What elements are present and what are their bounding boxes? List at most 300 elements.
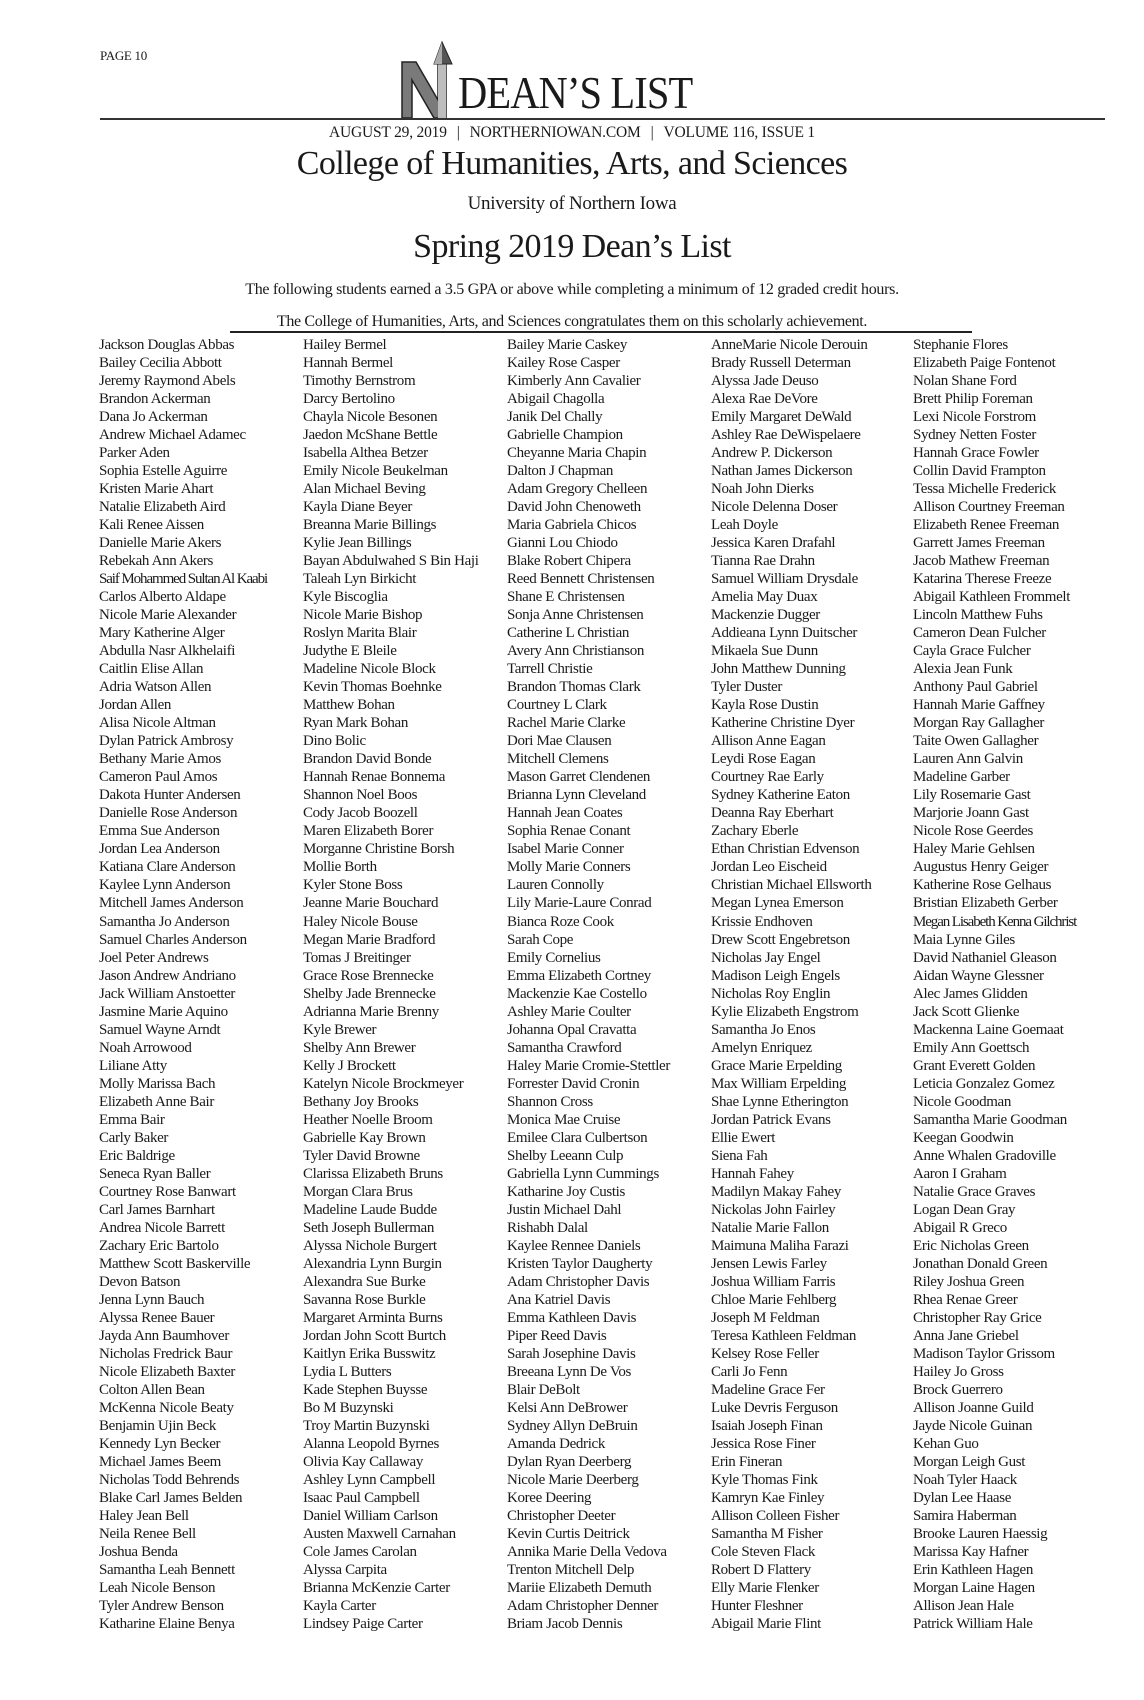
student-name: Ryan Mark Bohan [303, 715, 408, 732]
student-name: Katharine Joy Custis [507, 1183, 625, 1200]
student-name: Shannon Noel Boos [303, 787, 418, 804]
student-name: Adam Christopher Denner [507, 1598, 659, 1615]
student-name: Christopher Deeter [507, 1508, 616, 1525]
student-name: Savanna Rose Burkle [303, 1291, 426, 1308]
student-name: Emma Sue Anderson [99, 823, 220, 840]
student-name: Bianca Roze Cook [507, 913, 614, 930]
student-name: Nicole Elizabeth Baxter [99, 1363, 236, 1380]
student-name: Emily Ann Goettsch [913, 1039, 1030, 1056]
student-name: Gianni Lou Chiodo [507, 535, 618, 552]
student-name: Noah Tyler Haack [913, 1471, 1017, 1488]
separator: | [456, 124, 460, 141]
student-name: Mitchell Clemens [507, 751, 609, 768]
volume-issue: VOLUME 116, ISSUE 1 [663, 124, 815, 141]
student-name: Jordan Patrick Evans [711, 1111, 831, 1128]
student-name: Kyler Stone Boss [303, 877, 403, 894]
student-name: Jordan Leo Eischeid [711, 859, 827, 876]
student-name: Samantha M Fisher [711, 1526, 823, 1543]
student-name: Lindsey Paige Carter [303, 1616, 423, 1633]
student-name: Amanda Dedrick [507, 1435, 605, 1452]
student-name: Tyler Andrew Benson [99, 1598, 224, 1615]
student-name: Catherine L Christian [507, 625, 630, 642]
student-name: Mackenna Laine Goemaat [913, 1021, 1064, 1038]
student-name: Hannah Grace Fowler [913, 445, 1039, 462]
student-name: Madeline Laude Budde [303, 1201, 437, 1218]
student-name: Bayan Abdulwahed S Bin Haji [303, 553, 479, 570]
student-name: Nicholas Todd Behrends [99, 1471, 240, 1488]
student-name: Rachel Marie Clarke [507, 715, 626, 732]
college-heading: College of Humanities, Arts, and Sciences [296, 145, 848, 182]
student-name: Katherine Rose Gelhaus [913, 877, 1052, 894]
name-column-1 [99, 336, 309, 1633]
student-name: Tomas J Breitinger [303, 949, 411, 966]
student-name: Mollie Borth [303, 859, 377, 876]
student-name: Hailey Bermel [303, 337, 387, 353]
student-name: Krissie Endhoven [711, 913, 813, 930]
student-name: Benjamin Ujin Beck [99, 1417, 217, 1434]
student-name: Hailey Jo Gross [913, 1363, 1004, 1380]
student-name: Nicole Delenna Doser [711, 499, 838, 516]
name-column-4 [711, 336, 921, 1633]
student-name: Morganne Christine Borsh [303, 841, 455, 858]
student-name: Kyle Biscoglia [303, 589, 388, 606]
student-name: Tianna Rae Drahn [711, 553, 815, 570]
student-name: Judythe E Bleile [303, 643, 397, 660]
student-name: Jaedon McShane Bettle [303, 427, 438, 444]
student-name: Kaitlyn Erika Busswitz [303, 1345, 436, 1362]
student-name: Samantha Marie Goodman [913, 1111, 1067, 1128]
student-name: Kayla Rose Dustin [711, 697, 819, 714]
student-name: Hannah Marie Gaffney [913, 697, 1045, 714]
student-name: Elizabeth Renee Freeman [913, 517, 1060, 534]
student-name: Sydney Netten Foster [913, 427, 1036, 444]
student-name: Shane E Christensen [507, 589, 625, 606]
student-name: Tyler David Browne [303, 1147, 420, 1164]
student-name: Chloe Marie Fehlberg [711, 1291, 837, 1308]
student-name: Nicole Marie Bishop [303, 607, 423, 624]
student-name: Zachary Eric Bartolo [99, 1237, 219, 1254]
student-name: Hannah Bermel [303, 355, 393, 372]
student-name: Erin Fineran [711, 1453, 783, 1470]
student-name: Cole James Carolan [303, 1544, 417, 1561]
student-name: Emily Margaret DeWald [711, 409, 852, 426]
student-name: Grant Everett Golden [913, 1057, 1036, 1074]
student-name: Saif Mohammed Sultan Al Kaabi [99, 571, 268, 588]
student-name: Jasmine Marie Aquino [99, 1003, 228, 1020]
student-name: Alyssa Renee Bauer [99, 1309, 215, 1326]
student-name: Joel Peter Andrews [99, 949, 209, 966]
student-name: Kimberly Ann Cavalier [507, 373, 641, 390]
student-name: Logan Dean Gray [913, 1201, 1016, 1218]
student-name: Courtney L Clark [507, 697, 607, 714]
student-name: Abigail Marie Flint [711, 1616, 822, 1633]
student-name: Madison Taylor Grissom [913, 1345, 1055, 1362]
student-name: Emily Nicole Beukelman [303, 463, 448, 480]
student-name: Mariie Elizabeth Demuth [507, 1580, 652, 1597]
student-name: Amelia May Duax [711, 589, 818, 606]
student-name: Katelyn Nicole Brockmeyer [303, 1075, 464, 1092]
student-name: Robert D Flattery [711, 1562, 811, 1579]
student-name: Joseph M Feldman [711, 1309, 820, 1326]
student-name: Amelyn Enriquez [711, 1039, 812, 1056]
issue-date: AUGUST 29, 2019 [329, 124, 447, 141]
student-name: Lily Rosemarie Gast [913, 787, 1031, 804]
student-name: Emily Cornelius [507, 949, 601, 966]
student-name: Katiana Clare Anderson [99, 859, 236, 876]
student-name: Samuel Charles Anderson [99, 931, 247, 948]
student-name: Nolan Shane Ford [913, 373, 1017, 390]
student-name: Nicholas Fredrick Baur [99, 1345, 233, 1362]
student-name: Troy Martin Buzynski [303, 1417, 430, 1434]
university-subheading: University of Northern Iowa [467, 193, 677, 214]
student-name: Emma Kathleen Davis [507, 1309, 637, 1326]
student-name: Anthony Paul Gabriel [913, 679, 1038, 696]
student-name: Taite Owen Gallagher [913, 733, 1039, 750]
student-name: Clarissa Elizabeth Bruns [303, 1165, 443, 1182]
student-name: Lydia L Butters [303, 1363, 392, 1380]
student-name: Noah John Dierks [711, 481, 814, 498]
student-name: Monica Mae Cruise [507, 1111, 621, 1128]
student-name: Janik Del Chally [507, 409, 603, 426]
student-name: Haley Marie Gehlsen [913, 841, 1035, 858]
student-name: Kayla Carter [303, 1598, 376, 1615]
student-name: Alexia Jean Funk [913, 661, 1013, 678]
northern-iowan-logo-icon [398, 40, 458, 120]
student-name: Tarrell Christie [507, 661, 593, 678]
student-name: Andrea Nicole Barrett [99, 1219, 225, 1236]
student-name: Blake Carl James Belden [99, 1490, 243, 1506]
student-name: Haley Jean Bell [99, 1508, 189, 1525]
student-name: Blair DeBolt [507, 1381, 580, 1398]
student-name: Madeline Garber [913, 769, 1010, 786]
student-name: Taleah Lyn Birkicht [303, 571, 417, 588]
student-name: Jonathan Donald Green [913, 1255, 1048, 1272]
student-name: Tyler Duster [711, 679, 782, 696]
student-name: Sonja Anne Christensen [507, 607, 644, 624]
student-name: Siena Fah [711, 1147, 768, 1164]
student-name: Jordan Lea Anderson [99, 841, 220, 858]
student-name: Brooke Lauren Haessig [913, 1526, 1048, 1543]
student-name: Alyssa Carpita [303, 1562, 387, 1579]
student-name: Christopher Ray Grice [913, 1309, 1042, 1326]
student-name: Isaiah Joseph Finan [711, 1417, 823, 1434]
student-name: Margaret Arminta Burns [303, 1309, 443, 1326]
student-name: Stephanie Flores [913, 337, 1008, 353]
student-name: Katarina Therese Freeze [913, 571, 1052, 588]
student-name: Lexi Nicole Forstrom [913, 409, 1036, 426]
student-name: Courtney Rae Early [711, 769, 824, 786]
student-name: Leticia Gonzalez Gomez [913, 1075, 1055, 1092]
student-name: Carl James Barnhart [99, 1201, 215, 1218]
student-name: Timothy Bernstrom [303, 373, 416, 390]
student-name: Sydney Katherine Eaton [711, 787, 850, 804]
student-name: Kevin Thomas Boehnke [303, 679, 442, 696]
student-name: Alyssa Jade Deuso [711, 373, 819, 390]
student-name: Devon Batson [99, 1273, 181, 1290]
student-name: Jayde Nicole Guinan [913, 1417, 1033, 1434]
student-name: Annika Marie Della Vedova [507, 1544, 667, 1561]
student-name: Mikaela Sue Dunn [711, 643, 818, 660]
separator: | [650, 124, 654, 141]
intro-text: The following students earned a 3.5 GPA or above while completing a minimum of 12 graded credit hours. [245, 281, 899, 298]
student-name: Drew Scott Engebretson [711, 931, 850, 948]
student-name: Dakota Hunter Andersen [99, 787, 241, 804]
student-name: Rishabh Dalal [507, 1219, 588, 1236]
student-name: Gabriella Lynn Cummings [507, 1165, 659, 1182]
student-name: Darcy Bertolino [303, 391, 395, 408]
student-name: Eric Baldrige [99, 1147, 175, 1164]
student-name: Brianna Lynn Cleveland [507, 787, 646, 804]
student-name: Lily Marie-Laure Conrad [507, 895, 652, 912]
student-name: Shae Lynne Etherington [711, 1093, 849, 1110]
student-name: Elizabeth Anne Bair [99, 1093, 214, 1110]
student-name: McKenna Nicole Beaty [99, 1399, 234, 1416]
student-name: Emma Elizabeth Cortney [507, 967, 651, 984]
student-name: Adam Christopher Davis [507, 1273, 650, 1290]
congrats-text: The College of Humanities, Arts, and Sciences congratulates them on this scholarly achievement. [276, 313, 868, 330]
student-name: Parker Aden [99, 445, 170, 462]
student-name: Jacob Mathew Freeman [913, 553, 1050, 570]
student-name: Alexa Rae DeVore [711, 391, 818, 408]
student-name: Jeremy Raymond Abels [99, 373, 236, 390]
student-name: Joshua Benda [99, 1544, 178, 1561]
student-name: Piper Reed Davis [507, 1327, 607, 1344]
student-name: Brady Russell Determan [711, 355, 851, 372]
student-name: Elly Marie Flenker [711, 1580, 819, 1597]
student-name: Kyle Thomas Fink [711, 1471, 818, 1488]
student-name: Jessica Rose Finer [711, 1435, 816, 1452]
student-name: Kristen Taylor Daugherty [507, 1255, 653, 1272]
student-name: Natalie Elizabeth Aird [99, 499, 226, 516]
student-name: Kaylee Rennee Daniels [507, 1237, 641, 1254]
student-name: Dylan Lee Haase [913, 1490, 1012, 1506]
student-name: Adrianna Marie Brenny [303, 1003, 439, 1020]
student-name: Sarah Josephine Davis [507, 1345, 636, 1362]
student-name: Haley Marie Cromie-Stettler [507, 1057, 670, 1074]
student-name: Andrew Michael Adamec [99, 427, 246, 444]
student-name: Dana Jo Ackerman [99, 409, 208, 426]
student-name: Shelby Leeann Culp [507, 1147, 624, 1164]
student-name: Mackenzie Dugger [711, 607, 820, 624]
student-name: Trenton Mitchell Delp [507, 1562, 635, 1579]
student-name: Mary Katherine Alger [99, 625, 225, 642]
student-name: Zachary Eberle [711, 823, 799, 840]
student-name: Nicole Rose Geerdes [913, 823, 1033, 840]
student-name: Kelly J Brockett [303, 1057, 396, 1074]
student-name: Brandon David Bonde [303, 751, 432, 768]
student-name: Andrew P. Dickerson [711, 445, 833, 462]
student-name: Jackson Douglas Abbas [99, 337, 235, 353]
student-name: Bailey Marie Caskey [507, 337, 627, 353]
student-name: Eric Nicholas Green [913, 1237, 1029, 1254]
student-name: Hannah Fahey [711, 1165, 794, 1182]
student-name: Leah Doyle [711, 517, 778, 534]
student-name: Jack William Anstoetter [99, 985, 236, 1002]
student-name: Molly Marie Conners [507, 859, 631, 876]
student-name: Katherine Christine Dyer [711, 715, 855, 732]
student-name: Sarah Cope [507, 931, 574, 948]
student-name: Abdulla Nasr Alkhelaifi [99, 643, 236, 660]
student-name: Heather Noelle Broom [303, 1111, 433, 1128]
student-name: Bailey Cecilia Abbott [99, 355, 222, 372]
student-name: AnneMarie Nicole Derouin [711, 337, 868, 353]
student-name: Samira Haberman [913, 1508, 1017, 1525]
student-name: Alexandra Sue Burke [303, 1273, 426, 1290]
student-name: Deanna Ray Eberhart [711, 805, 834, 822]
student-name: Allison Courtney Freeman [913, 499, 1065, 516]
student-name: Hunter Fleshner [711, 1598, 803, 1615]
student-name: Morgan Leigh Gust [913, 1453, 1026, 1470]
student-name: Olivia Kay Callaway [303, 1453, 423, 1470]
student-name: Liliane Atty [99, 1057, 167, 1074]
student-name: Erin Kathleen Hagen [913, 1562, 1033, 1579]
masthead-rule [100, 118, 1105, 120]
student-name: Kristen Marie Ahart [99, 481, 214, 498]
student-name: Morgan Clara Brus [303, 1183, 413, 1200]
student-name: Nicole Marie Deerberg [507, 1471, 639, 1488]
student-name: Addieana Lynn Duitscher [711, 625, 858, 642]
student-name: Abigail Chagolla [507, 391, 605, 408]
student-name: Aaron I Graham [913, 1165, 1007, 1182]
student-name: Natalie Grace Graves [913, 1183, 1036, 1200]
student-name: Alec James Glidden [913, 985, 1028, 1002]
student-name: Samantha Leah Bennett [99, 1562, 235, 1579]
student-name: Kevin Curtis Deitrick [507, 1526, 630, 1543]
student-name: Neila Renee Bell [99, 1526, 196, 1543]
student-name: Luke Devris Ferguson [711, 1399, 838, 1416]
student-name: Brandon Ackerman [99, 391, 211, 408]
student-name: Max William Erpelding [711, 1075, 847, 1092]
student-name: Michael James Beem [99, 1453, 221, 1470]
student-name: Isabel Marie Conner [507, 841, 624, 858]
student-name: Cole Steven Flack [711, 1544, 816, 1561]
student-name: Maria Gabriela Chicos [507, 517, 637, 534]
student-name: Leydi Rose Eagan [711, 751, 816, 768]
student-name: Sydney Allyn DeBruin [507, 1417, 638, 1434]
student-name: Madison Leigh Engels [711, 967, 840, 984]
student-name: Isabella Althea Betzer [303, 445, 428, 462]
student-name: Briam Jacob Dennis [507, 1616, 623, 1633]
student-name: Colton Allen Bean [99, 1381, 205, 1398]
student-name: Kayla Diane Beyer [303, 499, 412, 516]
student-name: Alanna Leopold Byrnes [303, 1435, 439, 1452]
student-name: Seneca Ryan Baller [99, 1165, 211, 1182]
website-link: NORTHERNIOWAN.COM [469, 124, 641, 141]
student-name: Brianna McKenzie Carter [303, 1580, 450, 1597]
student-name: Nicole Goodman [913, 1093, 1011, 1110]
student-name: Carly Baker [99, 1129, 169, 1146]
student-name: Alan Michael Beving [303, 481, 426, 498]
student-name: Kehan Guo [913, 1435, 979, 1452]
student-name: Caitlin Elise Allan [99, 661, 204, 678]
student-name: Maren Elizabeth Borer [303, 823, 434, 840]
student-name: Emilee Clara Culbertson [507, 1129, 648, 1146]
student-name: Gabrielle Champion [507, 427, 623, 444]
student-name: Courtney Rose Banwart [99, 1183, 236, 1200]
student-name: Morgan Ray Gallagher [913, 715, 1045, 732]
student-name: Maia Lynne Giles [913, 931, 1015, 948]
student-name: Madeline Grace Fer [711, 1381, 825, 1398]
student-name: Emma Bair [99, 1111, 165, 1128]
student-name: Ana Katriel Davis [507, 1291, 611, 1308]
student-name: Dori Mae Clausen [507, 733, 612, 750]
student-name: Teresa Kathleen Feldman [711, 1327, 857, 1344]
student-name: Matthew Bohan [303, 697, 395, 714]
student-name: Forrester David Cronin [507, 1075, 640, 1092]
student-name: Samuel Wayne Arndt [99, 1021, 221, 1038]
student-name: Kailey Rose Casper [507, 355, 620, 372]
student-name: Allison Joanne Guild [913, 1399, 1034, 1416]
student-name: Katharine Elaine Benya [99, 1616, 235, 1633]
student-name: Cameron Paul Amos [99, 769, 218, 786]
student-name: Samuel William Drysdale [711, 571, 858, 588]
student-name: Nicholas Jay Engel [711, 949, 821, 966]
student-name: Roslyn Marita Blair [303, 625, 417, 642]
student-name: Adam Gregory Chelleen [507, 481, 648, 498]
student-name: Nicholas Roy Englin [711, 985, 831, 1002]
student-name: Jordan John Scott Burtch [303, 1327, 446, 1344]
student-name: Megan Marie Bradford [303, 931, 436, 948]
student-name: Allison Anne Eagan [711, 733, 826, 750]
student-name: Breanna Marie Billings [303, 517, 437, 534]
name-column-5 [913, 336, 1123, 1633]
student-name: Keegan Goodwin [913, 1129, 1014, 1146]
student-name: Nathan James Dickerson [711, 463, 853, 480]
student-name: Alexandria Lynn Burgin [303, 1255, 442, 1272]
student-name: Bethany Joy Brooks [303, 1093, 419, 1110]
student-name: Jensen Lewis Farley [711, 1255, 827, 1272]
student-name: Kaylee Lynn Anderson [99, 877, 231, 894]
student-name: Bethany Marie Amos [99, 751, 222, 768]
student-name: Ashley Marie Coulter [507, 1003, 631, 1020]
list-title: Spring 2019 Dean’s List [413, 228, 731, 265]
student-name: Danielle Marie Akers [99, 535, 222, 552]
student-name: Brock Guerrero [913, 1381, 1003, 1398]
student-name: Shannon Cross [507, 1093, 593, 1110]
student-name: Natalie Marie Fallon [711, 1219, 829, 1236]
student-name: Allison Colleen Fisher [711, 1508, 840, 1525]
student-name: Leah Nicole Benson [99, 1580, 216, 1597]
student-name: John Matthew Dunning [711, 661, 846, 678]
student-name: Ashley Lynn Campbell [303, 1471, 436, 1488]
student-name: Carli Jo Fenn [711, 1363, 788, 1380]
student-name: Cheyanne Maria Chapin [507, 445, 647, 462]
student-name: Johanna Opal Cravatta [507, 1021, 637, 1038]
student-name: Jack Scott Glienke [913, 1003, 1020, 1020]
student-name: David Nathaniel Gleason [913, 949, 1057, 966]
dateline [0, 124, 1144, 142]
student-name: Shelby Ann Brewer [303, 1039, 416, 1056]
student-name: Joshua William Farris [711, 1273, 836, 1290]
student-name: Kali Renee Aissen [99, 517, 204, 534]
student-name: Dino Bolic [303, 733, 366, 750]
student-name: Allison Jean Hale [913, 1598, 1014, 1615]
student-name: Samantha Jo Enos [711, 1021, 816, 1038]
student-name: Kelsi Ann DeBrower [507, 1399, 628, 1416]
student-name: Seth Joseph Bullerman [303, 1219, 434, 1236]
student-name: Kelsey Rose Feller [711, 1345, 819, 1362]
student-name: Gabrielle Kay Brown [303, 1129, 426, 1146]
student-name: Ashley Rae DeWispelaere [711, 427, 861, 444]
student-name: Madeline Nicole Block [303, 661, 436, 678]
student-name: Rebekah Ann Akers [99, 553, 214, 570]
student-name: Cayla Grace Fulcher [913, 643, 1031, 660]
student-name: Mason Garret Clendenen [507, 769, 651, 786]
student-name: Chayla Nicole Besonen [303, 409, 438, 426]
name-column-2 [303, 336, 513, 1633]
student-name: Anna Jane Griebel [913, 1327, 1019, 1344]
section-rule [230, 331, 972, 333]
